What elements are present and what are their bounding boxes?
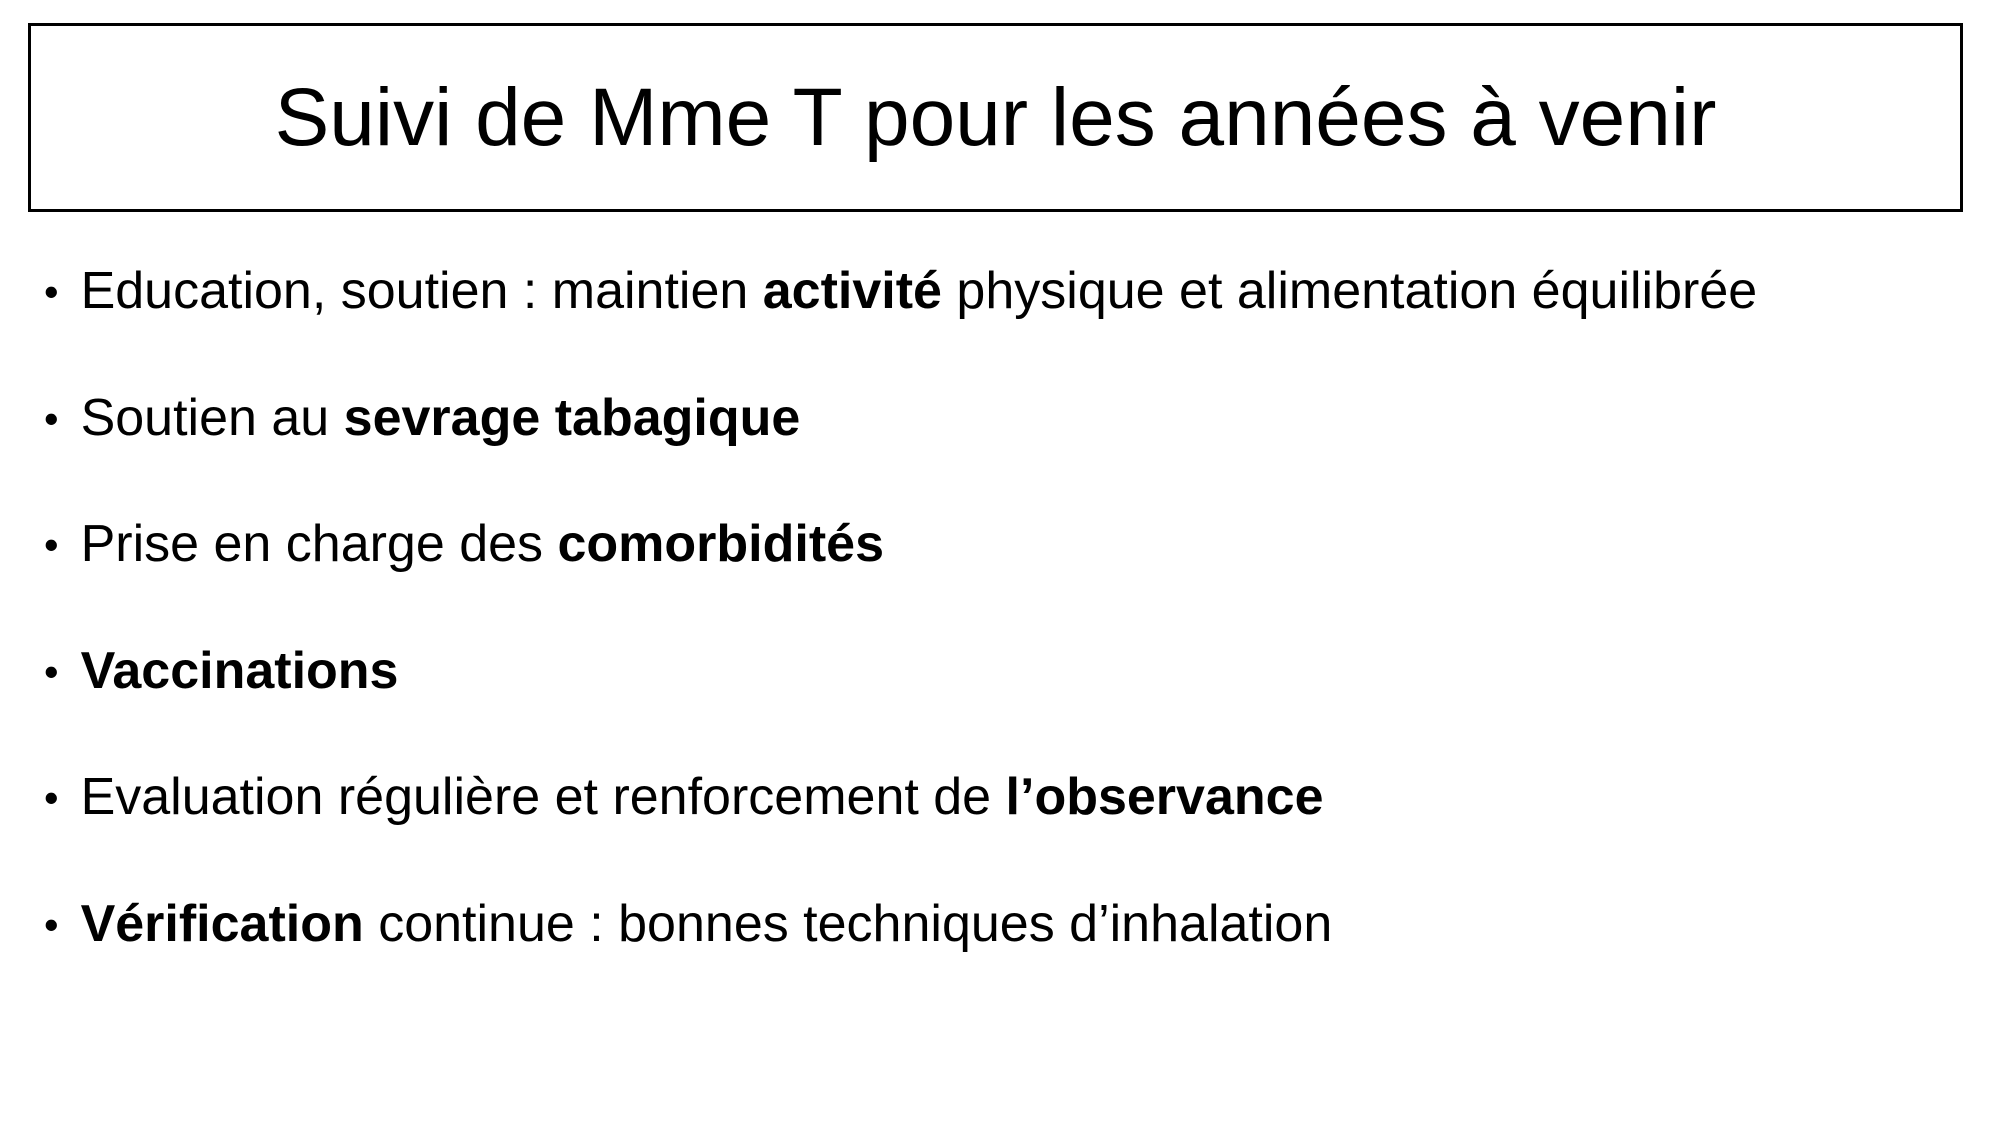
bullet-text: [81, 891, 1333, 959]
bullet-text: [81, 764, 1324, 832]
bullet-marker-icon: •: [44, 647, 59, 695]
bullet-text-segment: physique et alimentation équilibrée: [941, 262, 1758, 320]
bullet-item: [44, 638, 1950, 706]
bullet-text-segment: continue : bonnes techniques d’inhalation: [363, 894, 1333, 953]
title-box: [28, 23, 1963, 212]
bullet-item: [44, 764, 1950, 832]
bullet-text-bold-segment: Vérification: [80, 894, 364, 953]
bullet-text-segment: Prise en charge des: [80, 515, 558, 574]
bullet-text-segment: Soutien au: [80, 388, 344, 447]
bullet-text: [81, 638, 399, 706]
bullet-text-segment: Evaluation régulière et renforcement de: [80, 768, 1006, 827]
bullet-text: [81, 258, 1758, 326]
slide-title: Suivi de Mme T pour les années à venir: [274, 71, 1717, 163]
bullet-text-bold-segment: sevrage tabagique: [343, 388, 801, 447]
bullet-text-bold-segment: activité: [762, 262, 942, 320]
bullet-marker-icon: •: [44, 394, 59, 442]
bullet-item: [44, 385, 1950, 453]
bullet-item: [44, 511, 1950, 579]
bullet-item: [44, 891, 1950, 959]
bullet-text-bold-segment: l’observance: [1005, 768, 1324, 827]
bullet-text: [81, 511, 884, 579]
bullet-marker-icon: •: [44, 521, 59, 569]
bullet-marker-icon: •: [44, 900, 59, 948]
bullet-list: [44, 258, 1950, 1018]
bullet-item: [44, 258, 1950, 326]
bullet-marker-icon: •: [44, 268, 59, 315]
bullet-text: [81, 385, 801, 453]
bullet-marker-icon: •: [44, 774, 59, 822]
bullet-text-bold-segment: Vaccinations: [80, 641, 399, 700]
bullet-text-bold-segment: comorbidités: [557, 515, 884, 574]
bullet-text-segment: Education, soutien : maintien: [80, 262, 763, 320]
